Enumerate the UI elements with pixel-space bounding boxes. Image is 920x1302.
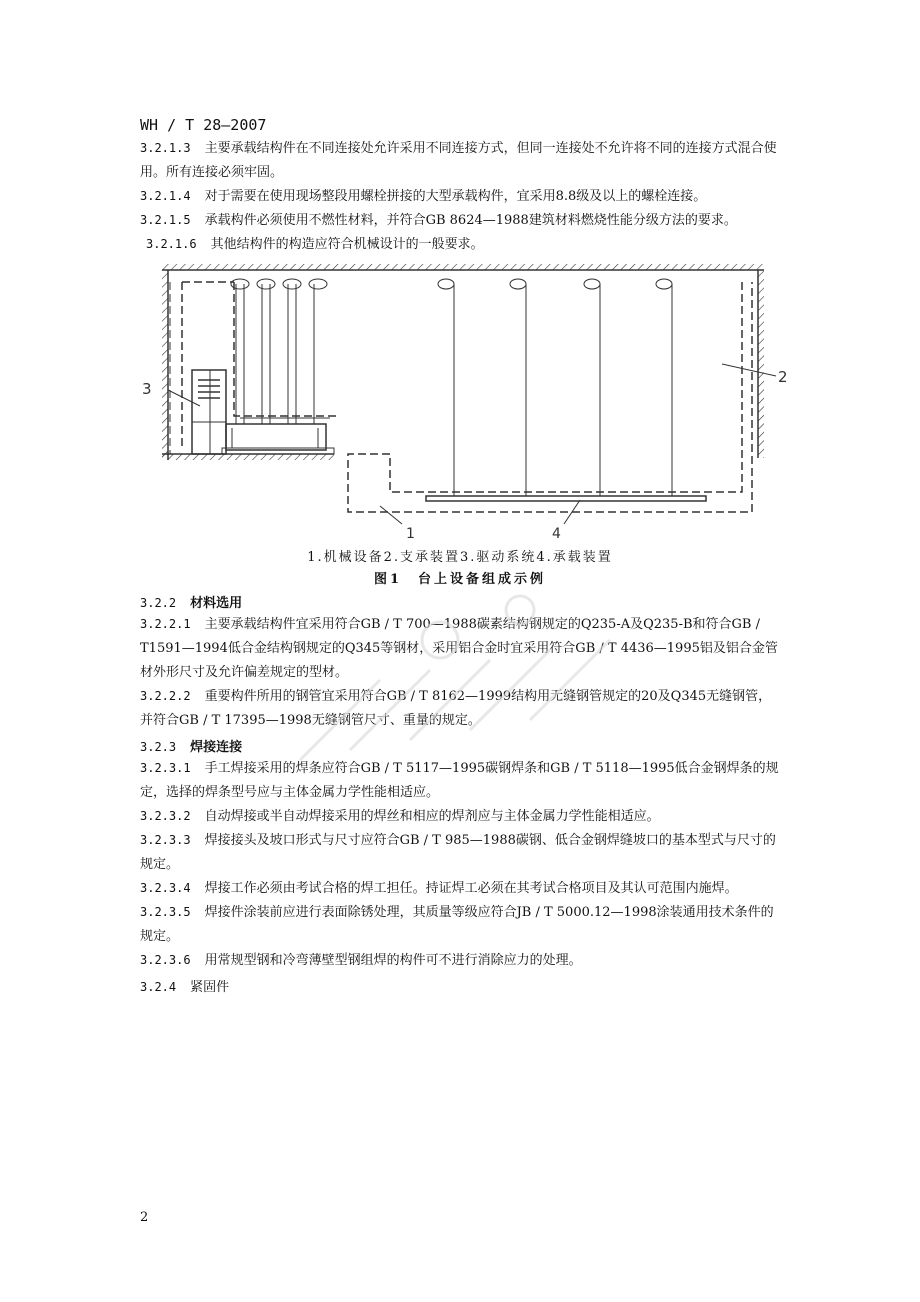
section-3-2-2 <box>140 592 242 611</box>
label-2: 2 <box>778 368 788 386</box>
equipment-diagram <box>140 258 788 548</box>
clause-text: 焊接接头及坡口形式与尺寸应符合GB / T 985—1988碳钢、低合金钢焊缝坡口的基本型式与尺寸的规定。 <box>140 833 776 872</box>
load-bar <box>426 496 706 501</box>
section-number: 3.2.4 <box>140 980 177 994</box>
section-title: 材料选用 <box>190 596 243 611</box>
clause-text: 对于需要在使用现场整段用螺栓拼接的大型承载构件，宜采用8.8级及以上的螺栓连接。 <box>204 189 707 204</box>
clause-3-2-3-4 <box>140 876 784 901</box>
clause-number: 3.2.2.2 <box>140 689 191 703</box>
label-4: 4 <box>552 526 561 542</box>
clause-number: 3.2.1.6 <box>146 237 197 251</box>
section-number: 3.2.3 <box>140 740 177 754</box>
clause-3-2-3-6 <box>140 948 784 973</box>
clause-3-2-2-2 <box>140 684 784 733</box>
section-3-2-4 <box>140 976 229 995</box>
section-title: 紧固件 <box>190 980 230 995</box>
clause-text: 焊接工作必须由考试合格的焊工担任。持证焊工必须在其考试合格项目及其认可范围内施焊。 <box>204 881 738 896</box>
clause-text: 自动焊接或半自动焊接采用的焊丝和相应的焊剂应与主体金属力学性能相适应。 <box>204 809 660 824</box>
ceiling-hatch <box>162 264 764 270</box>
clause-3-2-3-1 <box>140 756 784 805</box>
clause-3-2-3-5 <box>140 900 784 949</box>
figure-legend: 1.机械设备2.支承装置3.驱动系统4.承载装置 <box>307 550 613 565</box>
winch-drum <box>226 424 326 450</box>
clause-number: 3.2.1.4 <box>140 189 191 203</box>
clause-text: 用常规型钢和冷弯薄壁型钢组焊的构件可不进行消除应力的处理。 <box>204 953 582 968</box>
clause-3-2-1-5 <box>140 208 784 233</box>
clause-number: 3.2.3.6 <box>140 953 191 967</box>
stage-floor <box>162 454 334 460</box>
clause-text: 手工焊接采用的焊条应符合GB / T 5117—1995碳钢焊条和GB / T 5118—1995低合金钢焊条的规定，选择的焊条型号应与主体金属力学性能相适应。 <box>140 761 779 800</box>
page-number: 2 <box>140 1210 149 1225</box>
clause-text: 主要承载结构件宜采用符合GB / T 700—1988碳素结构钢规定的Q235-A及Q235-B和符合GB / T1591—1994低合金结构钢规定的Q345等钢材，采用铝合金时宜采用符合GB / T 4436—1995铝及铝合金管材外形尺寸及允许偏差规定的型材。 <box>140 617 778 680</box>
clause-number: 3.2.3.4 <box>140 881 191 895</box>
clause-3-2-2-1 <box>140 612 784 685</box>
clause-text: 重要构件所用的钢管宜采用符合GB / T 8162—1999结构用无缝钢管规定的20及Q345无缝钢管，并符合GB / T 17395—1998无缝钢管尺寸、重量的规定。 <box>140 689 772 728</box>
section-3-2-3 <box>140 736 242 755</box>
clause-3-2-1-3 <box>140 136 784 185</box>
label-3: 3 <box>142 380 152 398</box>
pulleys-left <box>231 279 327 424</box>
clause-3-2-1-6 <box>146 232 790 257</box>
clause-text: 焊接件涂装前应进行表面除锈处理，其质量等级应符合JB / T 5000.12—1998涂装通用技术条件的规定。 <box>140 905 774 944</box>
clause-number: 3.2.3.3 <box>140 833 191 847</box>
clause-number: 3.2.3.5 <box>140 905 191 919</box>
clause-number: 3.2.1.5 <box>140 213 191 227</box>
clause-text: 主要承载结构件在不同连接处允许采用不同连接方式，但同一连接处不允许将不同的连接方式混合使用。所有连接必须牢固。 <box>140 141 777 180</box>
left-wall <box>162 270 168 460</box>
clause-text: 承载构件必须使用不燃性材料，并符合GB 8624—1988建筑材料燃烧性能分级方法的要求。 <box>204 213 737 228</box>
clause-3-2-1-4 <box>140 184 784 209</box>
clause-3-2-3-3 <box>140 828 784 877</box>
section-number: 3.2.2 <box>140 596 177 610</box>
clause-number: 3.2.3.1 <box>140 761 191 775</box>
right-wall <box>758 270 764 458</box>
document-code: WH / T 28—2007 <box>140 116 267 134</box>
clause-text: 其他结构件的构造应符合机械设计的一般要求。 <box>210 237 484 252</box>
pulleys-right <box>438 279 672 496</box>
label-1: 1 <box>406 526 415 542</box>
clause-3-2-3-2 <box>140 804 784 829</box>
figure-caption: 图1 台上设备组成示例 <box>373 572 547 587</box>
section-title: 焊接连接 <box>190 740 243 755</box>
clause-number: 3.2.3.2 <box>140 809 191 823</box>
clause-number: 3.2.2.1 <box>140 617 191 631</box>
drive-cabinet <box>192 370 226 454</box>
clause-number: 3.2.1.3 <box>140 141 191 155</box>
